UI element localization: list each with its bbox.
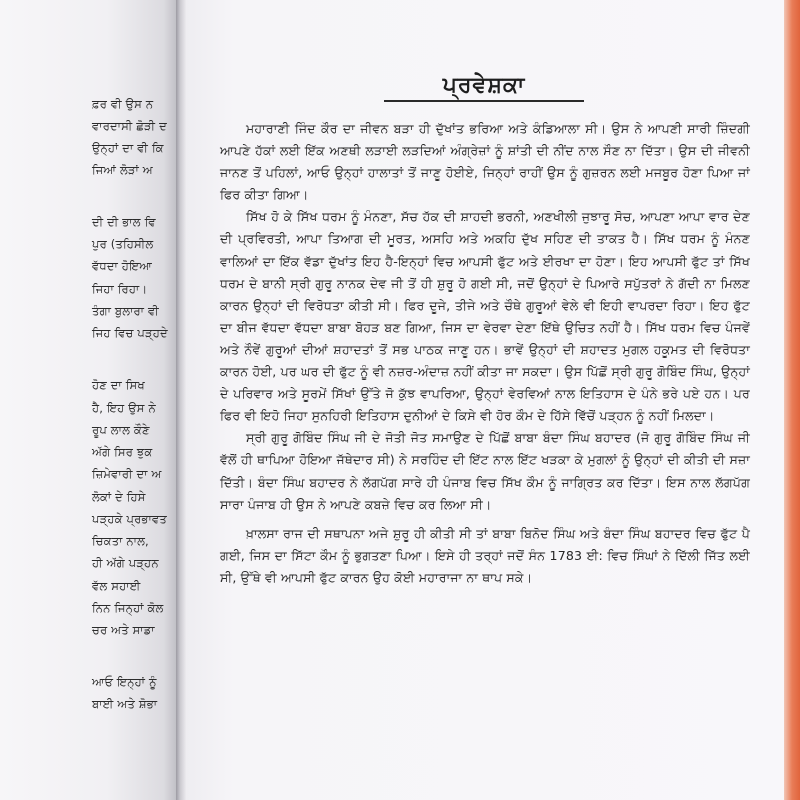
left-page-text-fragment: ਜਿਆਂ ਲੋੜਾਂ ਅ (92, 163, 153, 177)
paragraph: ਮਹਾਰਾਣੀ ਜਿੰਦ ਕੌਰ ਦਾ ਜੀਵਨ ਬੜਾ ਹੀ ਦੁੱਖਾਂਤ ਭਰਿਆ ਅਤੇ ਕੰਡਿਆਲਾ ਸੀ। ਉਸ ਨੇ ਆਪਣੀ ਸਾਰੀ ਜ਼ਿੰਦਗੀ ਆਪਣੇ ਹੱਕਾਂ ਲਈ ਇੱਕ ਅਣਥੀ ਲੜਾਈ ਲੜਦਿਆਂ ਅੰਗ੍ਰੇਜ਼ਾਂ ਨੂੰ ਸ਼ਾਂਤੀ ਦੀ ਨੀਂਦ ਨਾਲ ਸੌਣ ਨਾ ਦਿੱਤਾ। ਉਸ ਦੀ ਜੀਵਨੀ ਜਾਨਣ ਤੋਂ ਪਹਿਲਾਂ, ਆਓ ਉਨ੍ਹਾਂ ਹਾਲਾਤਾਂ ਤੋਂ ਜਾਣੂ ਹੋਈਏ, ਜਿਨ੍ਹਾਂ ਰਾਹੀਂ ਉਸ ਨੂੰ ਗੁਜ਼ਰਨ ਲਈ ਮਜਬੂਰ ਹੋਣਾ ਪਿਆ ਜਾਂ ਫਿਰ ਕੀਤਾ ਗਿਆ। (220, 121, 750, 203)
left-page-text-fragment: ਵੱਧਦਾ ਹੋਇਆ (92, 259, 152, 273)
left-page-text-fragment: ਜਿਹ ਵਿਚ ਪੜ੍ਹਦੇ (92, 326, 168, 340)
left-page-text-fragment: ਜਿਹਾ ਰਿਹਾ। (92, 282, 148, 296)
left-page-text-fragment: ਨਿਨ ਜਿਨ੍ਹਾਂ ਕੋਲ (92, 601, 164, 615)
left-page-text-fragment: ਅੱਗੇ ਸਿਰ ਝੁਕ (92, 445, 153, 459)
left-page-text-fragment: ਫ਼ਰ ਵੀ ਉਸ ਨ (92, 97, 154, 111)
paragraph: ਸਿੱਖ ਹੋ ਕੇ ਸਿੱਖ ਧਰਮ ਨੂੰ ਮੰਨਣਾ, ਸੱਚ ਹੱਕ ਦੀ ਸ਼ਾਹਦੀ ਭਰਨੀ, ਅਣਖੀਲੀ ਜੁਝਾਰੂ ਸੋਚ, ਆਪਣਾ ਆਪਾ ਵਾਰ ਦੇਣ ਦੀ ਪ੍ਰਵਿਰਤੀ, ਆਪਾ ਤਿਆਗ ਦੀ ਮੂਰਤ, ਅਸਹਿ ਅਤੇ ਅਕਹਿ ਦੁੱਖ ਸਹਿਣ ਦੀ ਤਾਕਤ ਹੈ। ਸਿੱਖ ਧਰਮ ਨੂੰ ਮੰਨਣ ਵਾਲਿਆਂ ਦਾ ਇੱਕ ਵੱਡਾ ਦੁੱਖਾਂਤ ਇਹ ਹੈ-ਇਨ੍ਹਾਂ ਵਿਚ ਆਪਸੀ ਫੁੱਟ ਅਤੇ ਈਰਖਾ ਦਾ ਹੋਣਾ। ਇਹ ਆਪਸੀ ਫੁੱਟ ਤਾਂ ਸਿੱਖ ਧਰਮ ਦੇ ਬਾਨੀ ਸ੍ਰੀ ਗੁਰੂ ਨਾਨਕ ਦੇਵ ਜੀ ਤੋਂ ਹੀ ਸ਼ੁਰੂ ਹੋ ਗਈ ਸੀ, ਜਦੋਂ ਉਨ੍ਹਾਂ ਦੇ ਪਿਆਰੇ ਸਪੁੱਤਰਾਂ ਨੇ ਗੱਦੀ ਨਾ ਮਿਲਣ ਕਾਰਨ ਉਨ੍ਹਾਂ ਦੀ ਵਿਰੋਧਤਾ ਕੀਤੀ ਸੀ। ਫਿਰ ਦੂਜੇ, ਤੀਜੇ ਅਤੇ ਚੌਥੇ ਗੁਰੂਆਂ ਵੇਲੇ ਵੀ ਇਹੀ ਵਾਪਰਦਾ ਰਿਹਾ। ਇਹ ਫੁੱਟ ਦਾ ਬੀਜ ਵੱਧਦਾ ਵੱਧਦਾ ਬਾਬਾ ਬੋਹੜ ਬਣ ਗਿਆ, ਜਿਸ ਦਾ ਵੇਰਵਾ ਦੇਣਾ ਇੱਥੇ ਉਚਿਤ ਨਹੀਂ ਹੈ। ਸਿੱਖ ਧਰਮ ਵਿਚ ਪੰਜਵੇਂ ਅਤੇ ਨੌਵੇਂ ਗੁਰੂਆਂ ਦੀਆਂ ਸ਼ਹਾਦਤਾਂ ਤੋਂ ਸਭ ਪਾਠਕ ਜਾਣੂ ਹਨ। ਭਾਵੇਂ ਉਨ੍ਹਾਂ ਦੀ ਸ਼ਹਾਦਤ ਮੁਗਲ ਹਕੂਮਤ ਦੀ ਵਿਰੋਧਤਾ ਕਾਰਨ ਹੋਈ, ਪਰ ਘਰ ਦੀ ਫੁੱਟ ਨੂੰ ਵੀ ਨਜ਼ਰ-ਅੰਦਾਜ਼ ਨਹੀਂ ਕੀਤਾ ਜਾ ਸਕਦਾ। ਉਸ ਪਿੱਛੋਂ ਸ੍ਰੀ ਗੁਰੂ ਗੋਬਿੰਦ ਸਿੰਘ, ਉਨ੍ਹਾਂ ਦੇ ਪਰਿਵਾਰ ਅਤੇ ਸੂਰਮੇਂ ਸਿੱਖਾਂ ਉੱਤੇ ਜੋ ਕੁੱਝ ਵਾਪਰਿਆ, ਉਨ੍ਹਾਂ ਵੇਰਵਿਆਂ ਨਾਲ ਇਤਿਹਾਸ ਦੇ ਪੰਨੇ ਭਰੇ ਪਏ ਹਨ। ਪਰ ਫਿਰ ਵੀ ਇਹੋ ਜਿਹਾ ਸੁਨਹਿਰੀ ਇਤਿਹਾਸ ਦੁਨੀਆਂ ਦੇ ਕਿਸੇ ਵੀ ਹੋਰ ਕੌਮ ਦੇ ਹਿੱਸੇ ਵਿੱਚੋਂ ਪੜ੍ਹਨ ਨੂੰ ਨਹੀਂ ਮਿਲਦਾ। (220, 209, 750, 424)
left-page-text-fragment: ਵੱਲ ਸਹਾਈ (92, 579, 141, 593)
left-page-text-fragment: ਦੀ ਦੀ ਭਾਲ ਵਿ (92, 215, 156, 229)
left-page-text-fragment: ਹੋਣ ਦਾ ਸਿਖ (92, 378, 145, 392)
left-page-text-fragment: ਜ਼ਿਮੇਵਾਰੀ ਦਾ ਅ (92, 467, 162, 481)
left-page-text-fragment: ਆਓ ਇਨ੍ਹਾਂ ਨੂੰ (92, 675, 157, 689)
left-page-text-fragment: ਹੀ ਅੱਗੇ ਪੜ੍ਹਨ (92, 556, 159, 570)
left-page-text-fragment: ਰੂਪ ਲਾਲ ਕੌਣੇ (92, 423, 150, 437)
page-title: ਪ੍ਰਵੇਸ਼ਕਾ (384, 72, 584, 102)
left-page-text-fragment: ਚਰ ਅਤੇ ਸਾਡਾ (92, 623, 155, 637)
left-page-text-fragment: ਉਨ੍ਹਾਂ ਦਾ ਵੀ ਕਿ (92, 141, 164, 155)
left-page-text-fragment: ਪੜ੍ਹਕੇ ਪ੍ਰਭਾਵਤ (92, 512, 167, 526)
left-page-text-fragment: ਹੈ, ਇਹ ਉਸ ਨੇ (92, 401, 156, 415)
right-page (186, 0, 784, 800)
left-page-text-fragment: ਤੰਗਾ ਬੁਲਾਰਾ ਵੀ (92, 304, 159, 318)
left-page-text-fragment: ਪੁਰ (ਤਹਿਸੀਲ (92, 237, 154, 251)
left-page-text-fragment: ਬਾਈ ਅਤੇ ਸ਼ੋਭਾ (92, 697, 158, 711)
paragraph: ਖ਼ਾਲਸਾ ਰਾਜ ਦੀ ਸਥਾਪਨਾ ਅਜੇ ਸ਼ੁਰੂ ਹੀ ਕੀਤੀ ਸੀ ਤਾਂ ਬਾਬਾ ਬਿਨੋਦ ਸਿੰਘ ਅਤੇ ਬੰਦਾ ਸਿੰਘ ਬਹਾਦਰ ਵਿਚ ਫੁੱਟ ਪੈ ਗਈ, ਜਿਸ ਦਾ ਸਿੱਟਾ ਕੌਮ ਨੂੰ ਭੁਗਤਣਾ ਪਿਆ। ਇਸੇ ਹੀ ਤਰ੍ਹਾਂ ਜਦੋਂ ਸੰਨ 1783 ਈ: ਵਿਚ ਸਿੰਘਾਂ ਨੇ ਦਿੱਲੀ ਜਿੱਤ ਲਈ ਸੀ, ਉੱਥੇ ਵੀ ਆਪਸੀ ਫੁੱਟ ਕਾਰਨ ਉਹ ਕੋਈ ਮਹਾਰਾਜਾ ਨਾ ਥਾਪ ਸਕੇ। (220, 525, 750, 585)
left-page-text-fragment: ਲੋਕਾਂ ਦੇ ਹਿਸੇ (92, 490, 146, 504)
book-gutter (176, 0, 186, 800)
paragraph: ਸ੍ਰੀ ਗੁਰੂ ਗੋਬਿੰਦ ਸਿੰਘ ਜੀ ਦੇ ਜੋਤੀ ਜੋਤ ਸਮਾਉਣ ਦੇ ਪਿੱਛੋਂ ਬਾਬਾ ਬੰਦਾ ਸਿੰਘ ਬਹਾਦਰ (ਜੋ ਗੁਰੂ ਗੋਬਿੰਦ ਸਿੰਘ ਜੀ ਵੱਲੋਂ ਹੀ ਥਾਪਿਆ ਹੋਇਆ ਜੱਥੇਦਾਰ ਸੀ) ਨੇ ਸਰਹਿੰਦ ਦੀ ਇੱਟ ਨਾਲ ਇੱਟ ਖੜਕਾ ਕੇ ਮੁਗਲਾਂ ਨੂੰ ਉਨ੍ਹਾਂ ਦੀ ਕੀਤੀ ਦੀ ਸਜ਼ਾ ਦਿੱਤੀ। ਬੰਦਾ ਸਿੰਘ ਬਹਾਦਰ ਨੇ ਲੱਗਪੱਗ ਸਾਰੇ ਹੀ ਪੰਜਾਬ ਵਿਚ ਸਿੱਖ ਕੌਮ ਨੂੰ ਜਾਗ੍ਰਿਤ ਕਰ ਦਿੱਤਾ। ਇਸ ਨਾਲ ਲੱਗਪੱਗ ਸਾਰਾ ਪੰਜਾਬ ਹੀ ਉਸ ਨੇ ਆਪਣੇ ਕਬਜ਼ੇ ਵਿਚ ਕਰ ਲਿਆ ਸੀ। (220, 430, 750, 512)
left-page-text-fragment: ਵਾਰਦਾਸੀ ਛੋੜੀ ਦ (92, 119, 167, 133)
facing-left-page (0, 0, 178, 800)
left-page-text-fragment: ਚਿਕਤਾ ਨਾਲ, (92, 534, 149, 548)
book-cover-edge (784, 0, 800, 800)
body-text (220, 118, 750, 589)
